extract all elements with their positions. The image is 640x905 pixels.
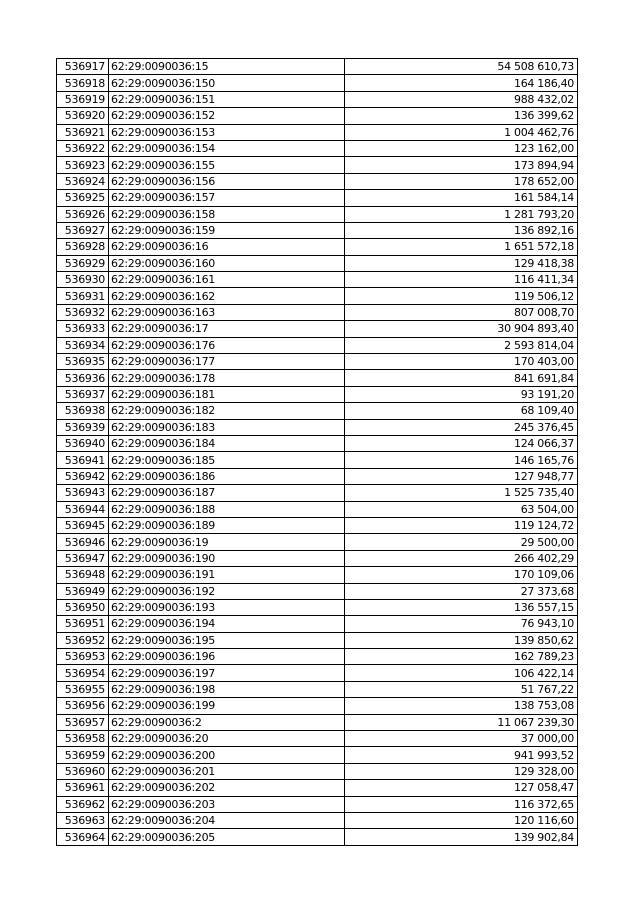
cadastral-value-cell: 178 652,00 — [345, 173, 578, 189]
row-number-cell: 536932 — [57, 304, 109, 320]
cadastral-value-cell: 11 067 239,30 — [345, 714, 578, 730]
row-number-cell: 536954 — [57, 665, 109, 681]
table-row — [57, 616, 578, 632]
cadastral-value-cell: 129 418,38 — [345, 255, 578, 271]
table-row — [57, 665, 578, 681]
cadastral-number-cell: 62:29:0090036:205 — [109, 829, 345, 845]
row-number-cell: 536938 — [57, 403, 109, 419]
cadastral-value-cell: 124 066,37 — [345, 435, 578, 451]
row-number-cell: 536948 — [57, 567, 109, 583]
cadastral-number-cell: 62:29:0090036:189 — [109, 517, 345, 533]
cadastral-value-cell: 988 432,02 — [345, 91, 578, 107]
row-number-cell: 536952 — [57, 632, 109, 648]
cadastral-number-cell: 62:29:0090036:188 — [109, 501, 345, 517]
table-row — [57, 796, 578, 812]
cadastral-number-cell: 62:29:0090036:191 — [109, 567, 345, 583]
table-row — [57, 468, 578, 484]
cadastral-value-cell: 245 376,45 — [345, 419, 578, 435]
row-number-cell: 536918 — [57, 75, 109, 91]
cadastral-value-cell: 170 109,06 — [345, 567, 578, 583]
cadastral-value-cell: 136 892,16 — [345, 222, 578, 238]
cadastral-value-cell: 29 500,00 — [345, 534, 578, 550]
cadastral-number-cell: 62:29:0090036:160 — [109, 255, 345, 271]
row-number-cell: 536955 — [57, 681, 109, 697]
table-row — [57, 649, 578, 665]
table-row — [57, 173, 578, 189]
cadastral-number-cell: 62:29:0090036:151 — [109, 91, 345, 107]
table-row — [57, 255, 578, 271]
table-body — [57, 59, 578, 846]
table-row — [57, 386, 578, 402]
cadastral-number-cell: 62:29:0090036:201 — [109, 763, 345, 779]
cadastral-value-cell: 1 004 462,76 — [345, 124, 578, 140]
row-number-cell: 536934 — [57, 337, 109, 353]
cadastral-number-cell: 62:29:0090036:182 — [109, 403, 345, 419]
cadastral-value-cell: 1 525 735,40 — [345, 485, 578, 501]
table-row — [57, 272, 578, 288]
table-row — [57, 157, 578, 173]
cadastral-number-cell: 62:29:0090036:15 — [109, 59, 345, 75]
row-number-cell: 536945 — [57, 517, 109, 533]
table-row — [57, 534, 578, 550]
cadastral-value-cell: 173 894,94 — [345, 157, 578, 173]
cadastral-value-cell: 1 281 793,20 — [345, 206, 578, 222]
table-row — [57, 567, 578, 583]
row-number-cell: 536937 — [57, 386, 109, 402]
table-row — [57, 714, 578, 730]
row-number-cell: 536925 — [57, 190, 109, 206]
table-row — [57, 452, 578, 468]
cadastral-value-cell: 164 186,40 — [345, 75, 578, 91]
cadastral-value-cell: 170 403,00 — [345, 354, 578, 370]
table-row — [57, 632, 578, 648]
row-number-cell: 536949 — [57, 583, 109, 599]
cadastral-number-cell: 62:29:0090036:155 — [109, 157, 345, 173]
cadastral-value-cell: 106 422,14 — [345, 665, 578, 681]
cadastral-value-cell: 841 691,84 — [345, 370, 578, 386]
cadastral-value-cell: 127 058,47 — [345, 780, 578, 796]
cadastral-value-cell: 139 902,84 — [345, 829, 578, 845]
cadastral-number-cell: 62:29:0090036:2 — [109, 714, 345, 730]
row-number-cell: 536923 — [57, 157, 109, 173]
cadastral-number-cell: 62:29:0090036:150 — [109, 75, 345, 91]
cadastral-value-cell: 76 943,10 — [345, 616, 578, 632]
table-row — [57, 370, 578, 386]
cadastral-value-cell: 68 109,40 — [345, 403, 578, 419]
cadastral-number-cell: 62:29:0090036:197 — [109, 665, 345, 681]
row-number-cell: 536930 — [57, 272, 109, 288]
row-number-cell: 536947 — [57, 550, 109, 566]
table-row — [57, 517, 578, 533]
table-row — [57, 485, 578, 501]
cadastral-value-cell: 51 767,22 — [345, 681, 578, 697]
cadastral-number-cell: 62:29:0090036:177 — [109, 354, 345, 370]
row-number-cell: 536931 — [57, 288, 109, 304]
row-number-cell: 536921 — [57, 124, 109, 140]
cadastral-value-cell: 63 504,00 — [345, 501, 578, 517]
row-number-cell: 536953 — [57, 649, 109, 665]
cadastral-number-cell: 62:29:0090036:185 — [109, 452, 345, 468]
cadastral-value-cell: 127 948,77 — [345, 468, 578, 484]
table-row — [57, 75, 578, 91]
cadastral-value-cell: 27 373,68 — [345, 583, 578, 599]
cadastral-value-cell: 1 651 572,18 — [345, 239, 578, 255]
row-number-cell: 536963 — [57, 812, 109, 828]
table-row — [57, 698, 578, 714]
cadastral-value-cell: 161 584,14 — [345, 190, 578, 206]
table-row — [57, 583, 578, 599]
row-number-cell: 536933 — [57, 321, 109, 337]
cadastral-value-cell: 93 191,20 — [345, 386, 578, 402]
cadastral-value-cell: 30 904 893,40 — [345, 321, 578, 337]
cadastral-number-cell: 62:29:0090036:195 — [109, 632, 345, 648]
row-number-cell: 536957 — [57, 714, 109, 730]
table-row — [57, 780, 578, 796]
row-number-cell: 536944 — [57, 501, 109, 517]
table-row — [57, 206, 578, 222]
row-number-cell: 536942 — [57, 468, 109, 484]
cadastral-number-cell: 62:29:0090036:19 — [109, 534, 345, 550]
cadastral-number-cell: 62:29:0090036:16 — [109, 239, 345, 255]
table-row — [57, 190, 578, 206]
cadastral-number-cell: 62:29:0090036:17 — [109, 321, 345, 337]
cadastral-value-cell: 266 402,29 — [345, 550, 578, 566]
cadastral-number-cell: 62:29:0090036:158 — [109, 206, 345, 222]
row-number-cell: 536917 — [57, 59, 109, 75]
cadastral-number-cell: 62:29:0090036:20 — [109, 731, 345, 747]
cadastral-value-cell: 116 372,65 — [345, 796, 578, 812]
cadastral-number-cell: 62:29:0090036:161 — [109, 272, 345, 288]
row-number-cell: 536964 — [57, 829, 109, 845]
cadastral-value-cell: 123 162,00 — [345, 140, 578, 156]
cadastral-value-cell: 136 557,15 — [345, 599, 578, 615]
cadastral-value-cell: 116 411,34 — [345, 272, 578, 288]
cadastral-number-cell: 62:29:0090036:194 — [109, 616, 345, 632]
table-row — [57, 812, 578, 828]
row-number-cell: 536951 — [57, 616, 109, 632]
table-row — [57, 681, 578, 697]
cadastral-value-cell: 146 165,76 — [345, 452, 578, 468]
cadastral-number-cell: 62:29:0090036:176 — [109, 337, 345, 353]
cadastral-number-cell: 62:29:0090036:153 — [109, 124, 345, 140]
cadastral-value-cell: 2 593 814,04 — [345, 337, 578, 353]
cadastral-value-cell: 119 506,12 — [345, 288, 578, 304]
row-number-cell: 536935 — [57, 354, 109, 370]
cadastral-number-cell: 62:29:0090036:198 — [109, 681, 345, 697]
cadastral-number-cell: 62:29:0090036:156 — [109, 173, 345, 189]
table-row — [57, 763, 578, 779]
row-number-cell: 536943 — [57, 485, 109, 501]
table-row — [57, 108, 578, 124]
table-row — [57, 337, 578, 353]
row-number-cell: 536956 — [57, 698, 109, 714]
table-row — [57, 288, 578, 304]
cadastral-value-table — [56, 58, 578, 846]
table-row — [57, 321, 578, 337]
cadastral-number-cell: 62:29:0090036:183 — [109, 419, 345, 435]
cadastral-value-cell: 941 993,52 — [345, 747, 578, 763]
cadastral-value-cell: 807 008,70 — [345, 304, 578, 320]
row-number-cell: 536926 — [57, 206, 109, 222]
cadastral-number-cell: 62:29:0090036:154 — [109, 140, 345, 156]
cadastral-number-cell: 62:29:0090036:203 — [109, 796, 345, 812]
row-number-cell: 536920 — [57, 108, 109, 124]
table-row — [57, 829, 578, 845]
cadastral-number-cell: 62:29:0090036:162 — [109, 288, 345, 304]
cadastral-number-cell: 62:29:0090036:184 — [109, 435, 345, 451]
cadastral-value-cell: 136 399,62 — [345, 108, 578, 124]
cadastral-number-cell: 62:29:0090036:152 — [109, 108, 345, 124]
row-number-cell: 536960 — [57, 763, 109, 779]
cadastral-number-cell: 62:29:0090036:181 — [109, 386, 345, 402]
cadastral-value-cell: 54 508 610,73 — [345, 59, 578, 75]
table-row — [57, 124, 578, 140]
row-number-cell: 536950 — [57, 599, 109, 615]
row-number-cell: 536924 — [57, 173, 109, 189]
cadastral-value-cell: 162 789,23 — [345, 649, 578, 665]
cadastral-number-cell: 62:29:0090036:193 — [109, 599, 345, 615]
cadastral-value-cell: 37 000,00 — [345, 731, 578, 747]
row-number-cell: 536928 — [57, 239, 109, 255]
table-row — [57, 354, 578, 370]
table-row — [57, 91, 578, 107]
cadastral-number-cell: 62:29:0090036:202 — [109, 780, 345, 796]
table-row — [57, 501, 578, 517]
table-row — [57, 304, 578, 320]
row-number-cell: 536958 — [57, 731, 109, 747]
cadastral-number-cell: 62:29:0090036:186 — [109, 468, 345, 484]
cadastral-value-cell: 120 116,60 — [345, 812, 578, 828]
row-number-cell: 536946 — [57, 534, 109, 550]
cadastral-number-cell: 62:29:0090036:190 — [109, 550, 345, 566]
table-row — [57, 59, 578, 75]
cadastral-value-cell: 119 124,72 — [345, 517, 578, 533]
cadastral-value-cell: 139 850,62 — [345, 632, 578, 648]
row-number-cell: 536919 — [57, 91, 109, 107]
row-number-cell: 536922 — [57, 140, 109, 156]
row-number-cell: 536939 — [57, 419, 109, 435]
table-row — [57, 239, 578, 255]
table-row — [57, 140, 578, 156]
cadastral-number-cell: 62:29:0090036:204 — [109, 812, 345, 828]
cadastral-value-cell: 129 328,00 — [345, 763, 578, 779]
cadastral-number-cell: 62:29:0090036:192 — [109, 583, 345, 599]
row-number-cell: 536936 — [57, 370, 109, 386]
cadastral-number-cell: 62:29:0090036:163 — [109, 304, 345, 320]
row-number-cell: 536961 — [57, 780, 109, 796]
table-row — [57, 747, 578, 763]
table-row — [57, 550, 578, 566]
row-number-cell: 536941 — [57, 452, 109, 468]
table-row — [57, 731, 578, 747]
table-row — [57, 222, 578, 238]
table-row — [57, 419, 578, 435]
cadastral-number-cell: 62:29:0090036:157 — [109, 190, 345, 206]
cadastral-number-cell: 62:29:0090036:178 — [109, 370, 345, 386]
cadastral-number-cell: 62:29:0090036:199 — [109, 698, 345, 714]
table-row — [57, 599, 578, 615]
cadastral-number-cell: 62:29:0090036:196 — [109, 649, 345, 665]
cadastral-number-cell: 62:29:0090036:159 — [109, 222, 345, 238]
row-number-cell: 536929 — [57, 255, 109, 271]
cadastral-number-cell: 62:29:0090036:200 — [109, 747, 345, 763]
row-number-cell: 536962 — [57, 796, 109, 812]
table-row — [57, 435, 578, 451]
row-number-cell: 536927 — [57, 222, 109, 238]
cadastral-value-cell: 138 753,08 — [345, 698, 578, 714]
table-row — [57, 403, 578, 419]
row-number-cell: 536940 — [57, 435, 109, 451]
cadastral-number-cell: 62:29:0090036:187 — [109, 485, 345, 501]
row-number-cell: 536959 — [57, 747, 109, 763]
